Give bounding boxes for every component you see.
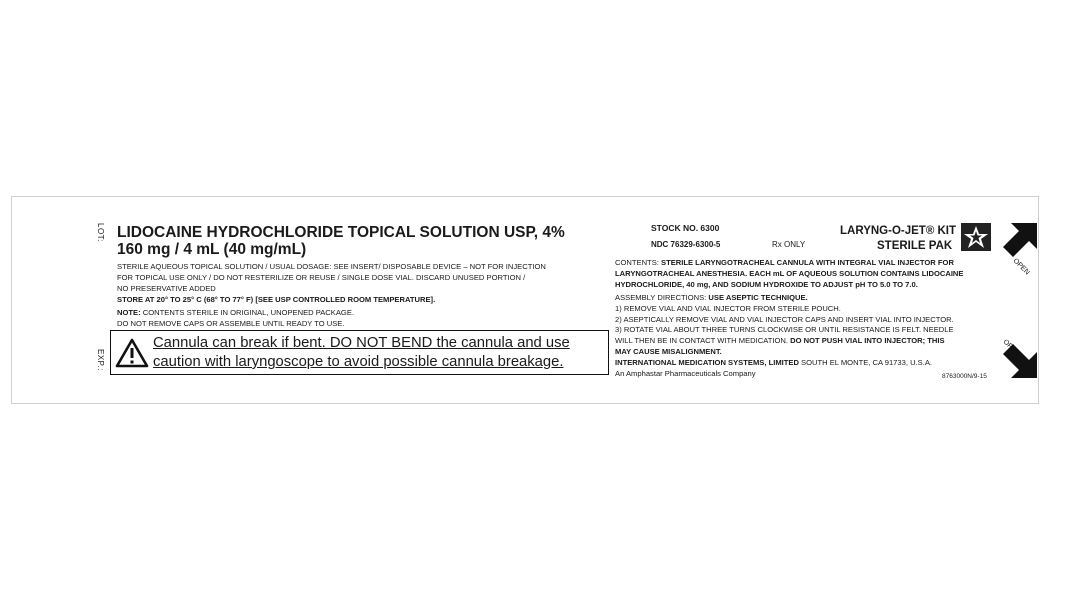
open-label-bottom: OPEN — [1001, 338, 1021, 358]
step-3b-warning: DO NOT PUSH VIAL INTO INJECTOR; THIS — [790, 336, 945, 346]
step-3c: MAY CAUSE MISALIGNMENT. — [615, 346, 722, 356]
warning-icon — [115, 338, 149, 368]
assembly-technique: USE ASEPTIC TECHNIQUE. — [708, 293, 808, 302]
contents-line1: STERILE LARYNGOTRACHEAL CANNULA WITH INTEGRAL VIAL INJECTOR FOR — [661, 258, 954, 267]
dosage-line1: STERILE AQUEOUS TOPICAL SOLUTION / USUAL DOSAGE: SEE INSERT/ DISPOSABLE DEVICE – NOT FOR INJECTION — [117, 262, 546, 271]
label-code: 8763000N/9-15 — [942, 373, 987, 380]
manufacturer-name: INTERNATIONAL MEDICATION SYSTEMS, LIMITED — [615, 357, 799, 367]
warning-line1: Cannula can break if bent. DO NOT BEND the cannula and use — [153, 335, 570, 351]
contents-line3: HYDROCHLORIDE, 40 mg, AND SODIUM HYDROXIDE TO ADJUST pH TO 5.0 TO 7.0. — [615, 279, 918, 289]
open-arrow-icon-bottom — [997, 338, 1041, 382]
note-body: CONTENTS STERILE IN ORIGINAL, UNOPENED PACKAGE. — [140, 308, 354, 317]
product-title — [117, 224, 565, 258]
assembly-directions — [615, 293, 954, 379]
product-strength: 160 mg / 4 mL (40 mg/mL) — [117, 241, 307, 258]
contents-label: CONTENTS: — [615, 258, 661, 267]
warning-line2: caution with laryngoscope to avoid possible cannula breakage. — [153, 354, 564, 370]
sterile-pak: STERILE PAK — [877, 240, 953, 252]
storage-text: STORE AT 20° TO 25° C (68° TO 77° F) [SEE USP CONTROLLED ROOM TEMPERATURE]. — [117, 295, 436, 304]
dosage-text — [117, 261, 546, 294]
ndc-number: NDC 76329-6300-5 — [651, 240, 721, 249]
note-label: NOTE: — [117, 308, 141, 317]
ims-logo-icon — [960, 222, 992, 252]
warning-text — [153, 334, 570, 372]
rx-only: Rx ONLY — [772, 240, 806, 249]
kit-name: LARYNG-O-JET® KIT — [840, 225, 957, 237]
exp-label: EXP.: — [96, 349, 105, 371]
product-title-line1: LIDOCAINE HYDROCHLORIDE TOPICAL SOLUTION USP, 4% — [117, 224, 565, 241]
step-3b: WILL THEN BE IN CONTACT WITH MEDICATION. — [615, 336, 791, 346]
dosage-line3: NO PRESERVATIVE ADDED — [117, 284, 216, 293]
caps-text: DO NOT REMOVE CAPS OR ASSEMBLE UNTIL READY TO USE. — [117, 319, 345, 328]
note-text — [117, 307, 354, 318]
stock-number: STOCK NO. 6300 — [651, 223, 720, 233]
warning-box — [110, 330, 609, 375]
open-arrow-icon — [997, 219, 1041, 277]
step-3a: 3) ROTATE VIAL ABOUT THREE TURNS CLOCKWISE OR UNTIL RESISTANCE IS FELT. NEEDLE — [615, 325, 954, 335]
parent-company: An Amphastar Pharmaceuticals Company — [615, 368, 756, 378]
open-label-top: OPEN — [1011, 257, 1031, 277]
lot-label: LOT: — [96, 223, 105, 242]
contents-text — [615, 258, 963, 290]
assembly-label: ASSEMBLY DIRECTIONS: — [615, 293, 709, 302]
step-1: 1) REMOVE VIAL AND VIAL INJECTOR FROM STERILE POUCH. — [615, 303, 841, 313]
dosage-line2: FOR TOPICAL USE ONLY / DO NOT RESTERILIZE OR REUSE / SINGLE DOSE VIAL. DISCARD UNUSED PORTION / — [117, 273, 526, 282]
manufacturer-address: SOUTH EL MONTE, CA 91733, U.S.A. — [798, 357, 933, 367]
step-2: 2) ASEPTICALLY REMOVE VIAL AND VIAL INJECTOR CAPS AND INSERT VIAL INTO INJECTOR. — [615, 314, 954, 324]
contents-line2: LARYNGOTRACHEAL ANESTHESIA. EACH mL OF AQUEOUS SOLUTION CONTAINS LIDOCAINE — [615, 268, 964, 278]
